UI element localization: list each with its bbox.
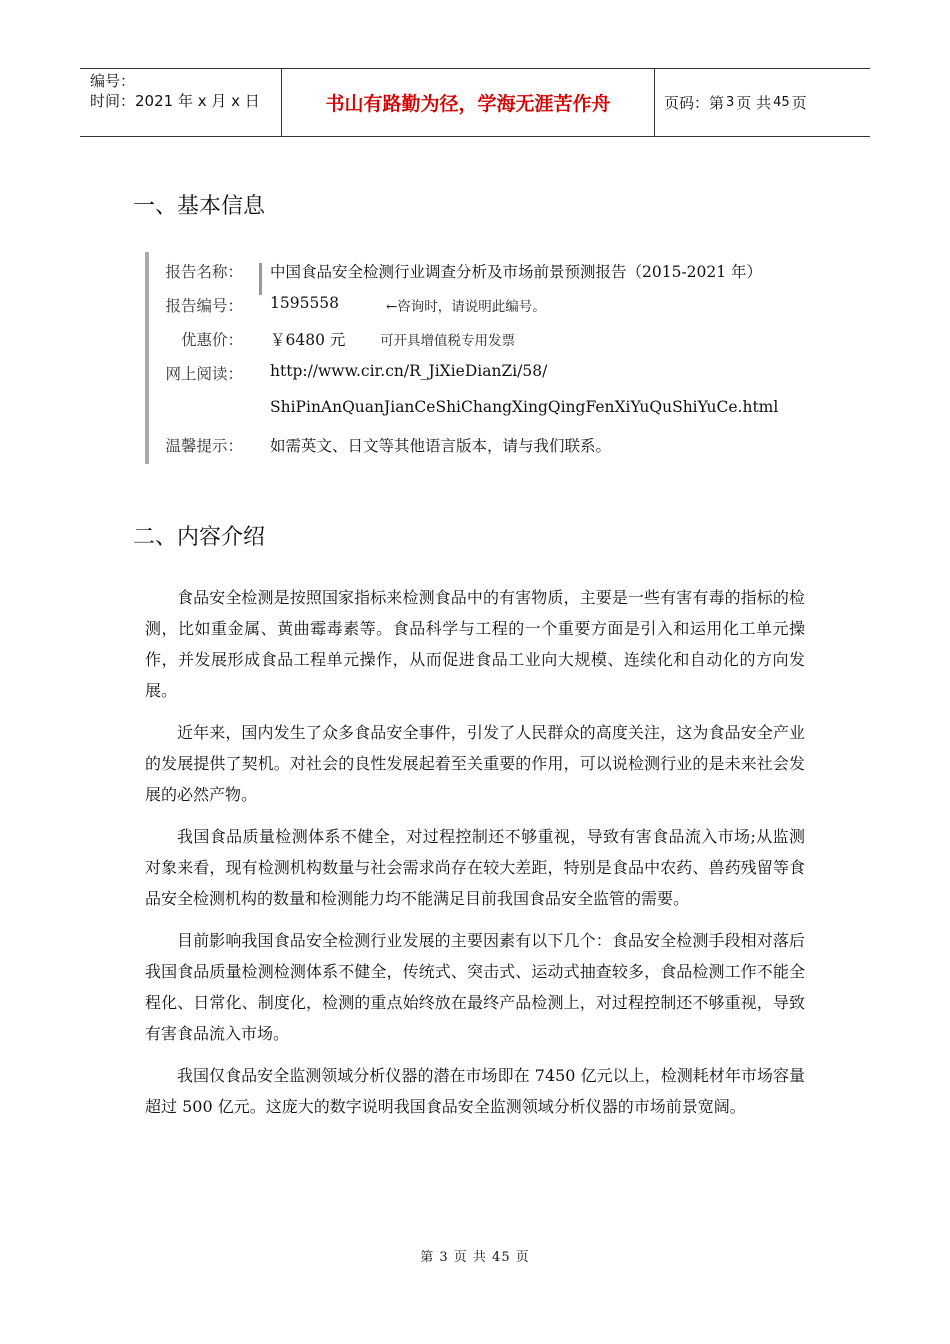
- tip-value: 如需英文、日文等其他语言版本，请与我们联系。: [270, 437, 612, 455]
- header-meta: [90, 71, 280, 111]
- section-title-basic-info: 一、基本信息: [133, 194, 266, 219]
- report-number-note: ←咨询时，请说明此编号。: [386, 299, 546, 315]
- paragraph: 近年来，国内发生了众多食品安全事件，引发了人民群众的高度关注，这为食品安全产业的发展提供了契机。对社会的良性发展起着至关重要的作用，可以说检测行业的是未来社会发展的必然产物。: [145, 723, 805, 804]
- page-header: [80, 68, 870, 137]
- content-intro-body: [145, 582, 805, 1133]
- invoice-note: 可开具增值税专用发票: [380, 333, 515, 349]
- page-prefix: 页码：第: [664, 94, 725, 112]
- paragraph: 食品安全检测是按照国家指标来检测食品中的有害物质，主要是一些有害有毒的指标的检测，比如重金属、黄曲霉毒素等。食品科学与工程的一个重要方面是引入和运用化工单元操作，并发展形成食品工程单元操作，从而促进食品工业向大规模、连续化和自动化的方向发展。: [145, 588, 805, 700]
- info-row-tip: [149, 434, 809, 468]
- header-page-number: [664, 69, 807, 136]
- page-current: 3: [726, 95, 735, 110]
- online-url-link[interactable]: http://www.cir.cn/R_JiXieDianZi/58/: [270, 362, 548, 380]
- field-divider: [259, 263, 262, 295]
- report-name-value: 中国食品安全检测行业调查分析及市场前景预测报告（2015-2021 年）: [270, 263, 763, 281]
- paragraph: 目前影响我国食品安全检测行业发展的主要因素有以下几个：食品安全检测手段相对落后我国食品质量检测检测体系不健全，传统式、突击式、运动式抽查较多，食品检测工作不能全程化、日常化、制度化，检测的重点始终放在最终产品检测上，对过程控制还不够重视，导致有害食品流入市场。: [145, 931, 805, 1043]
- serial-label: 编号：: [90, 72, 136, 90]
- online-url-link-cont[interactable]: ShiPinAnQuanJianCeShiChangXingQingFenXiYuQuShiYuCe.html: [270, 398, 779, 416]
- info-row-price: [149, 328, 809, 362]
- paragraph: 我国食品质量检测体系不健全，对过程控制还不够重视，导致有害食品流入市场;从监测对象来看，现有检测机构数量与社会需求尚存在较大差距，特别是食品中农药、兽药残留等食品安全检测机构的数量和检测能力均不能满足目前我国食品安全监管的需要。: [145, 827, 805, 908]
- info-row-online-url-cont: [149, 398, 809, 432]
- info-label: 优惠价：: [180, 331, 243, 349]
- report-number-value: 1595558: [270, 294, 340, 312]
- info-row-report-name: [149, 260, 809, 294]
- time-label: 时间：2021 年 x 月 x 日: [90, 92, 260, 110]
- info-row-online-url: [149, 362, 809, 396]
- page-total: 45: [773, 95, 790, 110]
- page-suffix: 页: [791, 94, 807, 112]
- price-value: ￥6480 元: [270, 331, 346, 349]
- info-label: 报告编号：: [165, 297, 243, 315]
- section-title-content-intro: 二、内容介绍: [133, 525, 266, 550]
- info-label: 网上阅读：: [165, 365, 243, 383]
- page-footer: 第 3 页 共 45 页: [420, 1250, 530, 1265]
- paragraph: 我国仅食品安全监测领域分析仪器的潜在市场即在 7450 亿元以上，检测耗材年市场容量超过 500 亿元。这庞大的数字说明我国食品安全监测领域分析仪器的市场前景宽阔。: [145, 1066, 805, 1116]
- header-motto: 书山有路勤为径，学海无涯苦作舟: [281, 69, 655, 136]
- basic-info-block: [145, 252, 809, 464]
- info-row-report-number: [149, 294, 809, 328]
- page-mid: 页 共: [736, 94, 772, 112]
- info-label: 报告名称：: [165, 263, 243, 281]
- info-label: 温馨提示：: [165, 437, 243, 455]
